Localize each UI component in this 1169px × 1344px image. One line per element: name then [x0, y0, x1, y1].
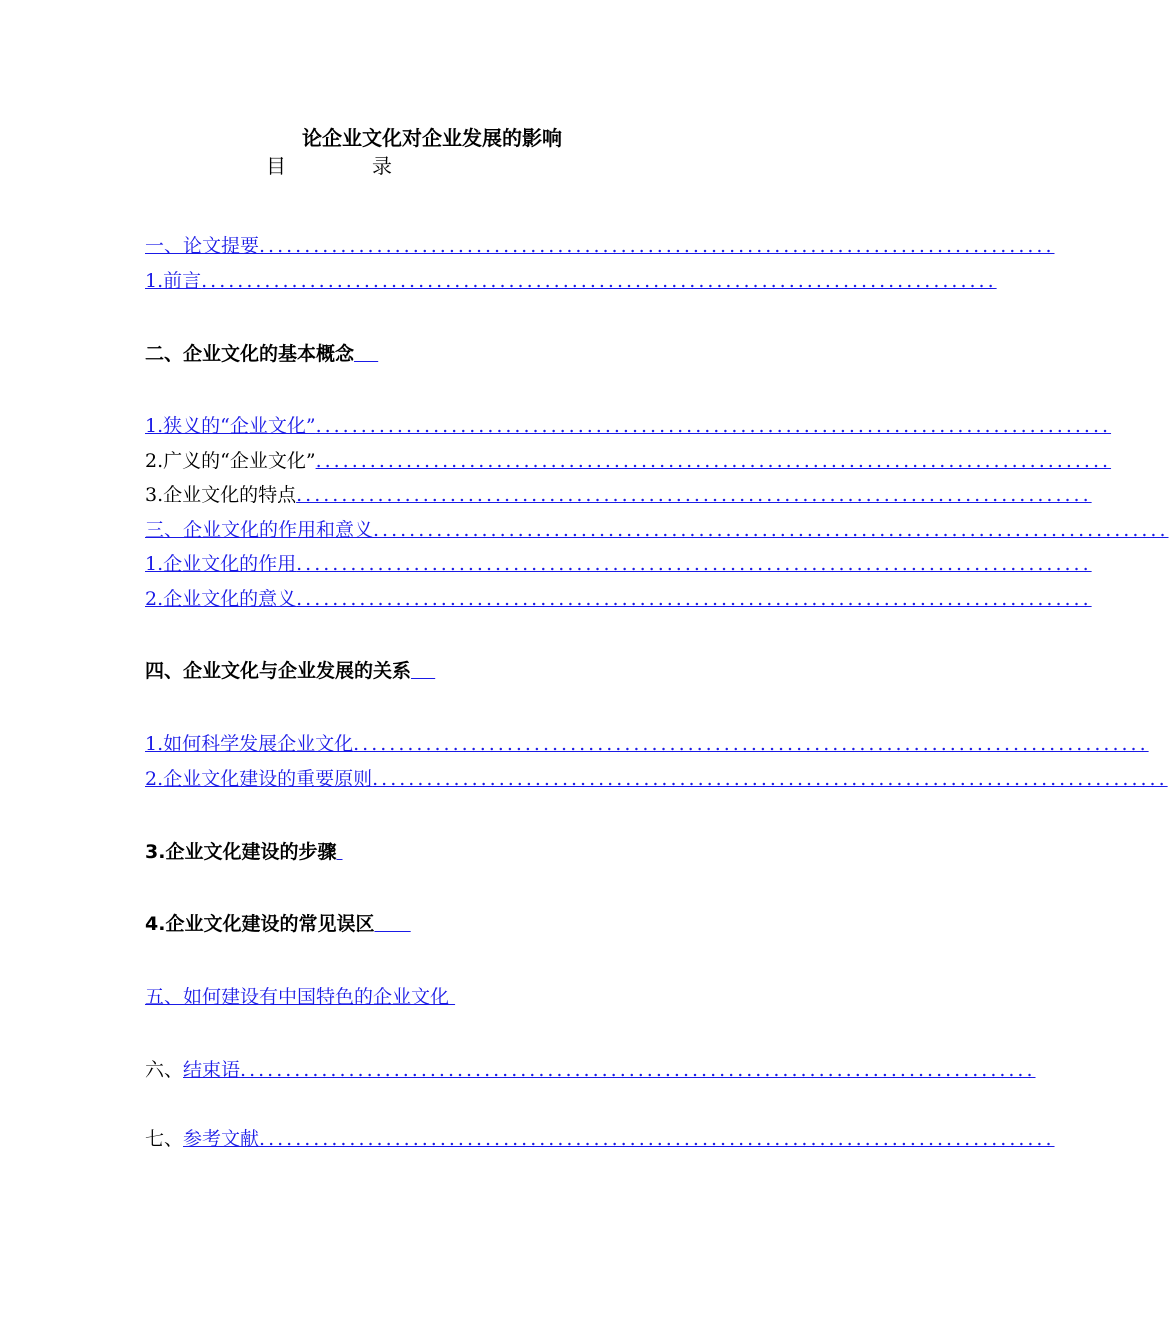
toc-entry-preface[interactable]: 1.前言 ........................................................................................	[145, 267, 806, 295]
toc-underline-tail	[374, 910, 410, 938]
document-title: 论企业文化对企业发展的影响	[302, 126, 562, 150]
toc-heading-right: 录	[372, 154, 392, 178]
toc-link-conclusion[interactable]: 结束语	[183, 1059, 241, 1081]
toc-leader-dots: ........................................................................................	[296, 484, 1092, 506]
toc-leader-dots: ........................................................................................	[240, 1059, 1036, 1081]
toc-entry-narrow-culture[interactable]: 1.狭义的“企业文化” ........................................................................................	[145, 412, 806, 440]
toc-heading-left: 目	[266, 154, 286, 178]
toc-leader-dots: ........................................................................................	[296, 588, 1092, 610]
toc-underline-tail	[411, 657, 435, 685]
toc-leader-dots: ........................................................................................	[296, 553, 1092, 575]
toc-heading	[266, 150, 392, 179]
toc-entry-references[interactable]: 七、 参考文献 ........................................................................................	[145, 1125, 806, 1153]
toc-entry-broad-culture[interactable]: 2.广义的“企业文化” ........................................................................................	[145, 447, 806, 475]
toc-entry-features[interactable]: 3.企业文化的特点 ........................................................................................	[145, 481, 806, 509]
toc-leader-dots: ........................................................................................	[259, 1128, 1055, 1150]
toc-entry-chinese-characteristics[interactable]: 五、如何建设有中国特色的企业文化	[145, 986, 450, 1008]
toc-leader-dots: ........................................................................................	[373, 519, 1169, 541]
toc-underline-tail	[336, 838, 342, 866]
toc-entry-scientific-development[interactable]: 1.如何科学发展企业文化 ........................................................................................	[145, 730, 806, 758]
toc-section-relationship: 四、企业文化与企业发展的关系	[145, 657, 806, 685]
toc-entry-abstract[interactable]: 一、论文提要 ........................................................................................	[145, 232, 806, 260]
toc-entry-principles[interactable]: 2.企业文化建设的重要原则 ........................................................................................	[145, 765, 806, 793]
toc-leader-dots: ........................................................................................	[372, 768, 1168, 790]
toc-leader-dots: ........................................................................................	[315, 415, 1112, 437]
toc-leader-dots: ........................................................................................	[201, 270, 997, 292]
toc-underline-tail	[354, 340, 378, 368]
toc-entry-meaning[interactable]: 2.企业文化的意义 ........................................................................................	[145, 585, 806, 613]
toc-entry-role-meaning[interactable]: 三、企业文化的作用和意义 ........................................................................................	[145, 516, 806, 544]
toc-entry-role[interactable]: 1.企业文化的作用 ........................................................................................	[145, 550, 806, 578]
toc-section-pitfalls: 4.企业文化建设的常见误区	[145, 910, 806, 938]
toc-section-basic-concept: 二、企业文化的基本概念	[145, 340, 806, 368]
toc-section-steps: 3.企业文化建设的步骤	[145, 838, 806, 866]
toc-leader-dots: ........................................................................................	[315, 450, 1112, 472]
toc-entry-conclusion[interactable]: 六、 结束语 ........................................................................................	[145, 1056, 806, 1084]
toc-leader-dots: ........................................................................................	[259, 235, 1055, 257]
toc-leader-dots: ........................................................................................	[353, 733, 1149, 755]
toc-link-references[interactable]: 参考文献	[183, 1128, 260, 1150]
